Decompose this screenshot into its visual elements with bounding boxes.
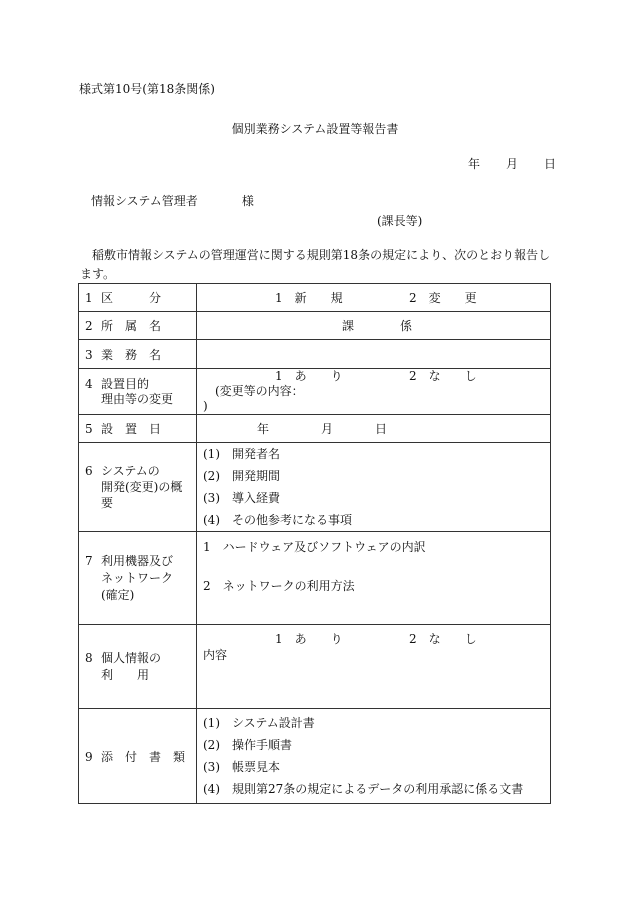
addressee [91,192,254,209]
label-purpose: 4 設置目的 理由等の変更 [79,369,197,415]
table-row [79,284,551,312]
table-row [79,415,551,443]
honorific: 様 [241,194,254,208]
value-department[interactable]: 課 係 [197,312,551,340]
list-item: 1 ハードウェア及びソフトウェアの内訳 [203,540,426,554]
addressee-name: 情報システム管理者 [91,194,198,208]
label-category: 1 区 分 [79,284,197,312]
table-row [79,625,551,709]
form-number: 様式第10号(第18条関係) [79,82,215,96]
list-item: 2 ネットワークの利用方法 [203,579,355,593]
table-row [79,532,551,625]
label-equipment: 7 利用機器及び ネットワーク (確定) [79,532,197,625]
document-title: 個別業務システム設置等報告書 [231,122,399,136]
label-department: 2 所 属 名 [79,312,197,340]
label-install-date: 5 設 置 日 [79,415,197,443]
label-overview: 6 システムの 開発(変更)の概 要 [79,443,197,532]
list-item: (1) システム設計書 [203,716,315,730]
value-equipment[interactable] [197,532,551,625]
report-form-table [78,283,551,804]
intro-text: 稲敷市情報システムの管理運営に関する規則第18条の規定により、次のとおり報告します。 [80,248,551,281]
table-row [79,369,551,415]
label-business: 3 業 務 名 [79,340,197,369]
list-item: (4) その他参考になる事項 [203,513,352,527]
table-row [79,443,551,532]
date-line [468,155,556,172]
date-month: 月 [506,157,519,171]
list-item: (2) 開発期間 [203,469,280,483]
date-year: 年 [468,157,481,171]
list-item: (3) 導入経費 [203,491,280,505]
list-item: (4) 規則第27条の規定によるデータの利用承認に係る文書 [203,782,524,796]
label-personal-info: 8 個人情報の 利 用 [79,625,197,709]
table-row [79,312,551,340]
title-note: (課長等) [377,214,423,228]
label-attachments: 9 添 付 書 類 [79,709,197,804]
list-item: (1) 開発者名 [203,447,280,461]
list-item: (3) 帳票見本 [203,760,280,774]
value-purpose[interactable]: 1 あ り 2 な し (変更等の内容：) [197,369,551,415]
value-install-date[interactable]: 年 月 日 [197,415,551,443]
value-personal-info[interactable]: 1 あ り 2 な し 内容 [197,625,551,709]
value-attachments[interactable] [197,709,551,804]
table-row [79,340,551,369]
value-business[interactable] [197,340,551,369]
value-overview[interactable] [197,443,551,532]
value-category[interactable]: 1 新 規 2 変 更 [197,284,551,312]
table-row [79,709,551,804]
list-item: (2) 操作手順書 [203,738,292,752]
date-day: 日 [544,157,557,171]
